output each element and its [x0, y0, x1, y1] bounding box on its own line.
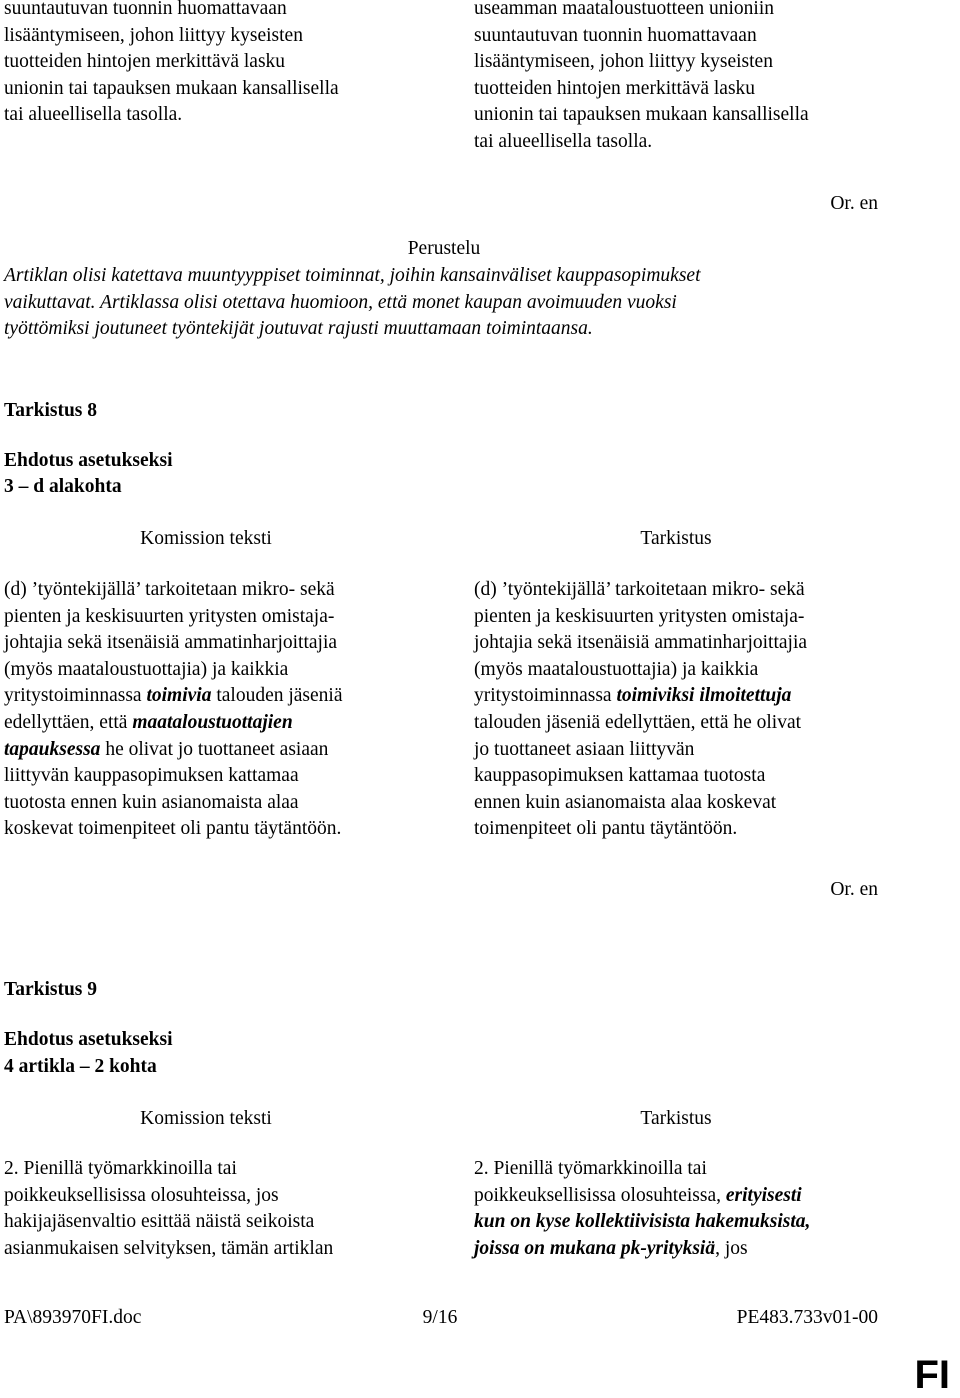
text-line: tai alueellisella tasolla.	[474, 130, 653, 152]
commission-text-heading: Komission teksti	[140, 528, 272, 549]
commission-text-heading: Komission teksti	[140, 1108, 272, 1129]
text-line: unionin tai tapauksen mukaan kansallisella	[4, 77, 339, 99]
justification-text	[4, 263, 884, 343]
text-line: pienten ja keskisuurten yritysten omistaja-	[474, 605, 805, 627]
text-line: pienten ja keskisuurten yritysten omistaja-	[4, 605, 335, 627]
amendment-heading: Tarkistus	[640, 1108, 712, 1129]
proposal-label: Ehdotus asetukseksi	[4, 1029, 173, 1050]
text-line: joissa on mukana pk-yrityksiä, jos	[474, 1237, 748, 1259]
text-line: kun on kyse kollektiivisista hakemuksista,	[474, 1211, 811, 1233]
language-code: FI	[914, 1353, 950, 1397]
top-right-text	[474, 0, 914, 156]
text-line: asianmukaisen selvityksen, tämän artiklan	[4, 1237, 334, 1259]
footer-doc-name: PA\893970FI.doc	[4, 1307, 142, 1328]
text-line: kauppasopimuksen kattamaa tuotosta	[474, 765, 766, 787]
proposal-label: Ehdotus asetukseksi	[4, 450, 173, 471]
text-line: poikkeuksellisissa olosuhteissa, jos	[4, 1184, 279, 1206]
text-line: 2. Pienillä työmarkkinoilla tai	[474, 1158, 707, 1179]
text-line: johtajia sekä itsenäisiä ammatinharjoittajia	[474, 632, 808, 654]
text-line: yritystoiminnassa toimivia talouden jäseniä	[4, 685, 343, 707]
original-language-note: Or. en	[830, 193, 878, 214]
text-line: suuntautuvan tuonnin huomattavaan	[474, 24, 757, 46]
text-line: liittyvän kauppasopimuksen kattamaa	[4, 765, 299, 787]
text-line: suuntautuvan tuonnin huomattavaan	[4, 0, 287, 19]
commission-text	[4, 577, 444, 843]
amendment-title: Tarkistus 8	[4, 400, 98, 421]
text-line: työttömiksi joutuneet työntekijät joutuvat rajusti muuttamaan toimintaansa.	[4, 318, 593, 340]
commission-text	[4, 1156, 444, 1262]
text-line: (myös maataloustuottajia) ja kaikkia	[4, 658, 289, 680]
text-line: 2. Pienillä työmarkkinoilla tai	[4, 1158, 237, 1179]
article-reference: 4 artikla – 2 kohta	[4, 1056, 157, 1077]
text-line: Artiklan olisi katettava muuntyyppiset toiminnat, joihin kansainväliset kauppasopimukset	[4, 265, 701, 286]
text-line: (d) ’työntekijällä’ tarkoitetaan mikro- sekä	[474, 579, 805, 600]
text-line: tuotteiden hintojen merkittävä lasku	[474, 77, 756, 99]
text-line: useamman maataloustuotteen unioniin	[474, 0, 775, 19]
justification-heading: Perustelu	[407, 238, 481, 259]
footer-reference: PE483.733v01-00	[736, 1307, 878, 1328]
amendment-heading: Tarkistus	[640, 528, 712, 549]
text-line: talouden jäseniä edellyttäen, että he olivat	[474, 711, 802, 733]
text-line: (myös maataloustuottajia) ja kaikkia	[474, 658, 759, 680]
top-left-text	[4, 0, 444, 129]
text-line: unionin tai tapauksen mukaan kansallisella	[474, 104, 809, 126]
original-language-note: Or. en	[830, 879, 878, 900]
text-line: ennen kuin asianomaista alaa koskevat	[474, 791, 777, 813]
text-line: poikkeuksellisissa olosuhteissa, erityisesti	[474, 1184, 802, 1206]
text-line: johtajia sekä itsenäisiä ammatinharjoittajia	[4, 632, 338, 654]
text-line: tapauksessa he olivat jo tuottaneet asiaan	[4, 738, 329, 760]
text-line: edellyttäen, että maataloustuottajien	[4, 711, 293, 733]
footer-page-number: 9/16	[422, 1307, 458, 1328]
article-reference: 3 – d alakohta	[4, 476, 122, 497]
amendment-text	[474, 1156, 914, 1262]
text-line: toimenpiteet oli pantu täytäntöön.	[474, 818, 738, 840]
text-line: jo tuottaneet asiaan liittyvän	[474, 738, 695, 760]
text-line: tuotteiden hintojen merkittävä lasku	[4, 51, 286, 73]
text-line: lisääntymiseen, johon liittyy kyseisten	[474, 51, 773, 73]
amendment-text	[474, 577, 914, 843]
text-line: lisääntymiseen, johon liittyy kyseisten	[4, 24, 303, 46]
text-line: vaikuttavat. Artiklassa olisi otettava huomioon, että monet kaupan avoimuuden vuoksi	[4, 291, 677, 313]
text-line: tai alueellisella tasolla.	[4, 104, 183, 126]
text-line: (d) ’työntekijällä’ tarkoitetaan mikro- sekä	[4, 579, 335, 600]
amendment-title: Tarkistus 9	[4, 979, 98, 1000]
text-line: hakijajäsenvaltio esittää näistä seikoista	[4, 1211, 315, 1233]
text-line: yritystoiminnassa toimiviksi ilmoitettuja	[474, 685, 792, 707]
text-line: tuotosta ennen kuin asianomaista alaa	[4, 791, 299, 813]
text-line: koskevat toimenpiteet oli pantu täytäntöön.	[4, 818, 342, 840]
